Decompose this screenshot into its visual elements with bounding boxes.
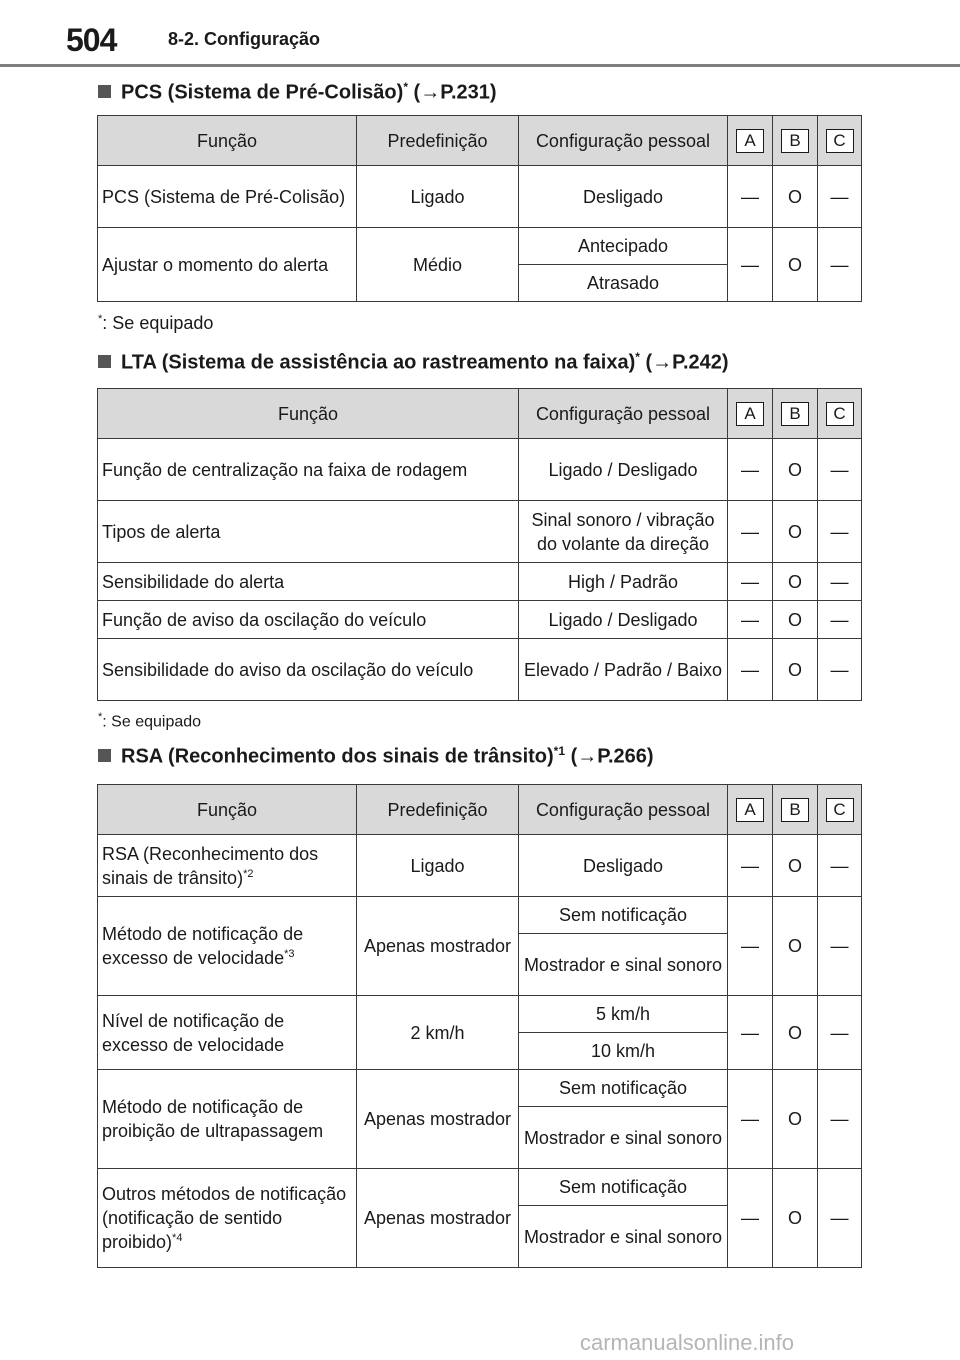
header-funcao: Função <box>98 116 357 166</box>
cell-config: High / Padrão <box>519 563 728 601</box>
cell-a: — <box>728 563 773 601</box>
cell-config: Elevado / Padrão / Baixo <box>519 639 728 701</box>
table-row <box>98 601 862 639</box>
cell-a: — <box>728 897 773 996</box>
cell-config: Mostrador e sinal sonoro <box>519 934 728 996</box>
cell-b: O <box>773 501 818 563</box>
cell-c: — <box>818 439 862 501</box>
cell-b: O <box>773 228 818 302</box>
cell-config: Antecipado <box>519 228 728 265</box>
cell-config: Ligado / Desligado <box>519 601 728 639</box>
cell-default: Apenas mostrador <box>357 897 519 996</box>
superscript: *1 <box>553 744 566 758</box>
watermark: carmanualsonline.info <box>580 1330 795 1355</box>
cell-func: Nível de notificação de excesso de velocidade <box>98 996 357 1070</box>
cell-c: — <box>818 1169 862 1268</box>
header-predefinicao: Predefinição <box>357 785 519 835</box>
header-funcao: Função <box>98 389 519 439</box>
cell-config: Atrasado <box>519 265 728 302</box>
table-row <box>98 835 862 897</box>
section-title-pcs: PCS (Sistema de Pré-Colisão)* (→P.231) <box>98 80 497 105</box>
section-title-text: LTA (Sistema de assistência ao rastreamento na faixa) <box>121 351 636 374</box>
cell-a: — <box>728 166 773 228</box>
cell-default: Médio <box>357 228 519 302</box>
cell-c: — <box>818 897 862 996</box>
cell-func: Sensibilidade do alerta <box>98 563 519 601</box>
cell-c: — <box>818 563 862 601</box>
bullet-square-icon <box>98 749 111 762</box>
cell-config: Sinal sonoro / vibração do volante da direção <box>519 501 728 563</box>
cell-config: Sem notificação <box>519 897 728 934</box>
header-config: Configuração pessoal <box>519 785 728 835</box>
cell-a: — <box>728 996 773 1070</box>
bullet-square-icon <box>98 85 111 98</box>
table-row <box>98 563 862 601</box>
cell-a: — <box>728 1169 773 1268</box>
table-row <box>98 439 862 501</box>
table-row <box>98 897 862 934</box>
page-reference: (→P.266) <box>570 745 654 768</box>
cell-config: Sem notificação <box>519 1070 728 1107</box>
cell-a: — <box>728 228 773 302</box>
header-a: A <box>728 116 773 166</box>
header-divider <box>0 64 960 67</box>
header-b: B <box>773 785 818 835</box>
rsa-table <box>97 784 862 1268</box>
header-config: Configuração pessoal <box>519 116 728 166</box>
cell-c: — <box>818 166 862 228</box>
superscript: *4 <box>172 1232 183 1244</box>
cell-b: O <box>773 439 818 501</box>
header-c: C <box>818 785 862 835</box>
cell-config: Mostrador e sinal sonoro <box>519 1107 728 1169</box>
header-b: B <box>773 116 818 166</box>
lta-table <box>97 388 862 701</box>
cell-func-text: Outros métodos de notificação (notificação de sentido proibido) <box>102 1184 347 1252</box>
table-row <box>98 639 862 701</box>
section-title-lta: LTA (Sistema de assistência ao rastreamento na faixa)* (→P.242) <box>98 350 729 375</box>
cell-c: — <box>818 601 862 639</box>
cell-func: PCS (Sistema de Pré-Colisão) <box>98 166 357 228</box>
superscript: *3 <box>284 948 295 960</box>
cell-default: 2 km/h <box>357 996 519 1070</box>
cell-config: 5 km/h <box>519 996 728 1033</box>
cell-default: Apenas mostrador <box>357 1169 519 1268</box>
cell-func: Função de centralização na faixa de rodagem <box>98 439 519 501</box>
cell-func: Método de notificação de proibição de ultrapassagem <box>98 1070 357 1169</box>
table-row <box>98 1169 862 1206</box>
footnote-lta: *: Se equipado <box>98 711 202 731</box>
cell-a: — <box>728 439 773 501</box>
cell-default: Ligado <box>357 166 519 228</box>
cell-config: Ligado / Desligado <box>519 439 728 501</box>
cell-default: Apenas mostrador <box>357 1070 519 1169</box>
cell-c: — <box>818 835 862 897</box>
page-reference: (→P.231) <box>413 81 497 104</box>
section-title-text: RSA (Reconhecimento dos sinais de trânsito) <box>121 745 554 768</box>
cell-func <box>98 897 357 996</box>
cell-a: — <box>728 1070 773 1169</box>
footnote-pcs: *: Se equipado <box>98 313 214 333</box>
cell-default: Ligado <box>357 835 519 897</box>
cell-func: Ajustar o momento do alerta <box>98 228 357 302</box>
cell-func: Tipos de alerta <box>98 501 519 563</box>
cell-func-text: Método de notificação de excesso de velocidade <box>102 924 304 968</box>
cell-b: O <box>773 835 818 897</box>
cell-b: O <box>773 601 818 639</box>
cell-func <box>98 1169 357 1268</box>
cell-c: — <box>818 228 862 302</box>
chapter-title: 8-2. Configuração <box>168 29 321 49</box>
section-title-rsa <box>98 744 654 769</box>
cell-a: — <box>728 639 773 701</box>
cell-c: — <box>818 1070 862 1169</box>
page-reference: (→P.242) <box>645 351 729 374</box>
cell-a: — <box>728 601 773 639</box>
table-row <box>98 1070 862 1107</box>
cell-c: — <box>818 996 862 1070</box>
header-b: B <box>773 389 818 439</box>
cell-func-text: RSA (Reconhecimento dos sinais de trânsito) <box>102 843 319 888</box>
cell-b: O <box>773 897 818 996</box>
cell-b: O <box>773 996 818 1070</box>
footnote-text: Se equipado <box>111 713 202 731</box>
superscript: *2 <box>243 867 254 880</box>
pcs-table <box>97 115 862 302</box>
table-row <box>98 996 862 1033</box>
cell-b: O <box>773 1169 818 1268</box>
cell-c: — <box>818 501 862 563</box>
header-a: A <box>728 785 773 835</box>
table-row <box>98 166 862 228</box>
table-row <box>98 501 862 563</box>
header-a: A <box>728 389 773 439</box>
cell-config: Desligado <box>519 835 728 897</box>
cell-config: 10 km/h <box>519 1033 728 1070</box>
footnote-text: Se equipado <box>112 313 214 333</box>
cell-a: — <box>728 835 773 897</box>
cell-config: Mostrador e sinal sonoro <box>519 1206 728 1268</box>
bullet-square-icon <box>98 355 111 368</box>
header-c: C <box>818 116 862 166</box>
section-title-text: PCS (Sistema de Pré-Colisão) <box>121 81 404 104</box>
page-number: 504 <box>66 22 117 58</box>
header-config: Configuração pessoal <box>519 389 728 439</box>
cell-a: — <box>728 501 773 563</box>
cell-config: Sem notificação <box>519 1169 728 1206</box>
cell-func: Função de aviso da oscilação do veículo <box>98 601 519 639</box>
header-funcao: Função <box>98 785 357 835</box>
cell-b: O <box>773 166 818 228</box>
cell-b: O <box>773 639 818 701</box>
header-c: C <box>818 389 862 439</box>
cell-b: O <box>773 563 818 601</box>
cell-config: Desligado <box>519 166 728 228</box>
cell-func <box>98 835 357 897</box>
cell-b: O <box>773 1070 818 1169</box>
cell-func: Sensibilidade do aviso da oscilação do veículo <box>98 639 519 701</box>
table-row <box>98 228 862 265</box>
header-predefinicao: Predefinição <box>357 116 519 166</box>
cell-c: — <box>818 639 862 701</box>
